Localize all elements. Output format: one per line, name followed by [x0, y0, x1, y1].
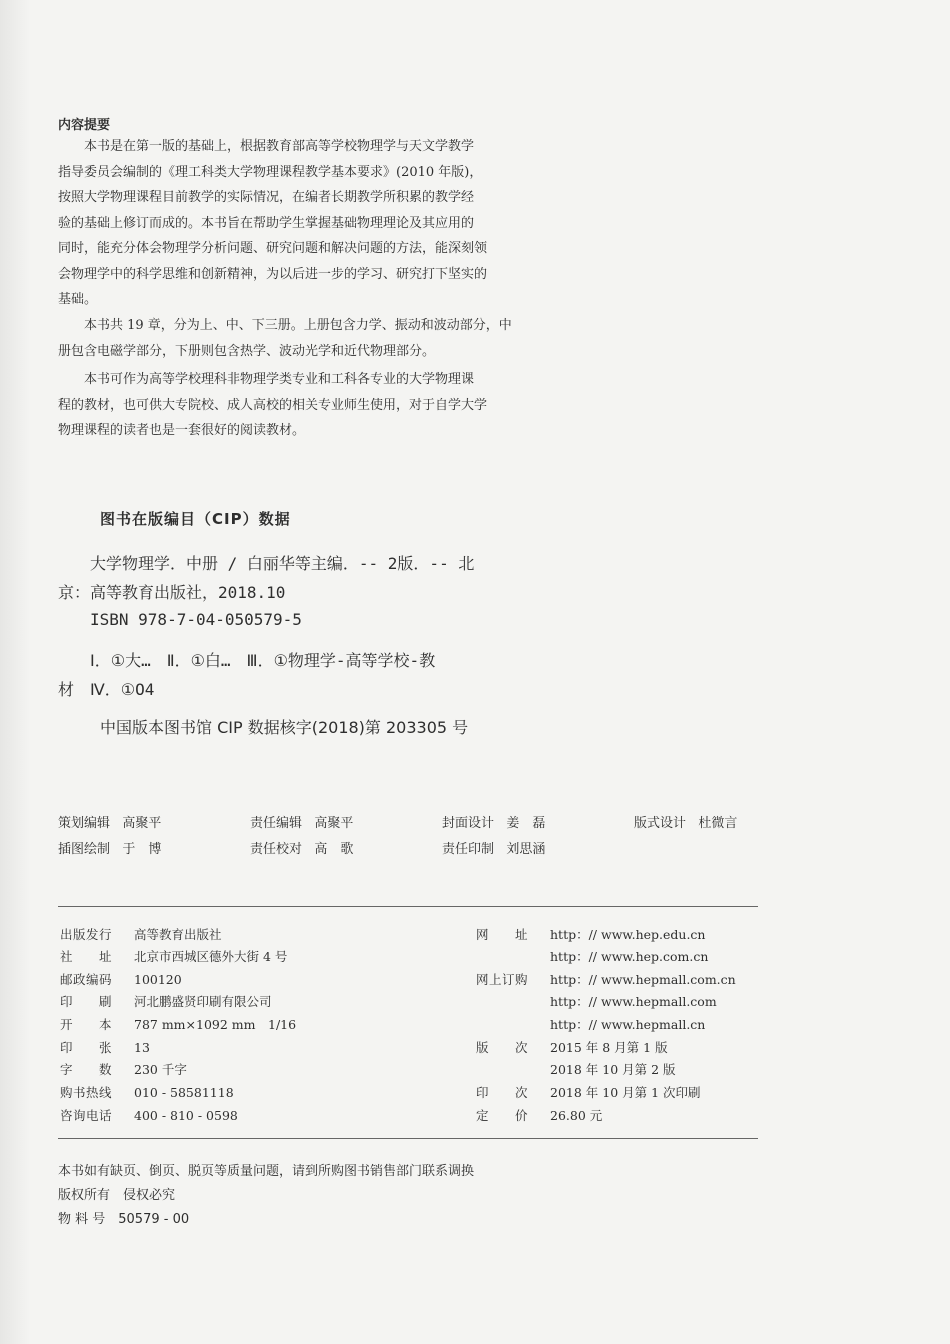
pub-row [476, 1106, 602, 1124]
pub-row [60, 970, 182, 988]
staff-value: 于 博 [122, 842, 162, 857]
text-line: 程的教材，也可供大专院校、成人高校的相关专业师生使用，对于自学大学 [58, 397, 488, 413]
pub-value: http：// www.hep.com.cn [550, 949, 709, 964]
pub-row [476, 1038, 668, 1056]
staff-label: 版式设计 [634, 816, 687, 831]
pub-label: 出版发行 [60, 927, 113, 942]
staff-editor [250, 812, 353, 831]
pub-row [476, 1083, 701, 1101]
copyright-notice: 版权所有 侵权必究 [58, 1188, 176, 1203]
pub-value: 河北鹏盛贤印刷有限公司 [134, 994, 272, 1009]
summary-paragraph-2 [58, 313, 538, 364]
pub-value: 100120 [134, 972, 182, 987]
pub-row [476, 1060, 676, 1078]
pub-value: 2018 年 10 月第 1 次印刷 [550, 1085, 701, 1100]
staff-value: 高聚平 [314, 816, 354, 831]
staff-proofreader [250, 838, 353, 857]
pub-value: 26.80 元 [550, 1108, 603, 1123]
staff-printing [442, 838, 545, 857]
pub-row [60, 1083, 234, 1101]
pub-label: 网上订购 [476, 972, 529, 987]
divider-bottom [58, 1138, 758, 1139]
pub-label: 字 数 [60, 1062, 113, 1077]
text-line: 按照大学物理课程目前教学的实际情况，在编者长期教学所积累的教学经 [58, 190, 475, 205]
text-line: 基础。 [58, 292, 98, 307]
text-line: 本书共 19 章，分为上、中、下三册。上册包含力学、振动和波动部分，中 [58, 318, 512, 333]
staff-label: 责任印制 [442, 842, 495, 857]
staff-cover [442, 812, 545, 831]
cip-title: 图书在版编目（CIP）数据 [100, 510, 291, 528]
cip-line-publisher: 京：高等教育出版社，2018.10 [58, 583, 286, 602]
cip-record-number: 中国版本图书馆 CIP 数据核字(2018)第 203305 号 [100, 718, 469, 737]
pub-value: 400 - 810 - 0598 [134, 1108, 238, 1123]
staff-value: 刘思涵 [506, 842, 546, 857]
pub-value: http：// www.hepmall.cn [550, 1017, 706, 1032]
pub-value: http：// www.hep.edu.cn [550, 927, 706, 942]
pub-value: http：// www.hepmall.com [550, 994, 717, 1009]
text-line: 会物理学中的科学思维和创新精神，为以后进一步的学习、研究打下坚实的 [58, 266, 488, 282]
pub-value: 高等教育出版社 [134, 927, 222, 942]
pub-row [60, 992, 272, 1010]
pub-row [60, 947, 287, 965]
pub-row [476, 1015, 705, 1033]
pub-value: 010 - 58581118 [134, 1085, 234, 1100]
summary-title: 内容提要 [58, 118, 111, 133]
pub-label: 购书热线 [60, 1085, 113, 1100]
quality-notice: 本书如有缺页、倒页、脱页等质量问题，请到所购图书销售部门联系调换 [58, 1164, 475, 1179]
pub-label: 网 址 [476, 927, 529, 942]
pub-value: 2018 年 10 月第 2 版 [550, 1062, 676, 1077]
cip-line-classification-cont: 材 Ⅳ．①O4 [58, 680, 155, 699]
text-line: 物理课程的读者也是一套很好的阅读教材。 [58, 423, 306, 438]
staff-label: 插图绘制 [58, 842, 111, 857]
cip-line-classification: Ⅰ．①大… Ⅱ．①白… Ⅲ．①物理学-高等学校-教 [58, 651, 436, 670]
pub-label: 印 张 [60, 1040, 113, 1055]
staff-label: 责任编辑 [250, 816, 303, 831]
pub-label: 定 价 [476, 1108, 529, 1123]
pub-row [476, 925, 705, 943]
summary-paragraph-3 [58, 367, 538, 444]
text-line: 本书可作为高等学校理科非物理学类专业和工科各专业的大学物理课 [58, 372, 475, 387]
pub-label: 版 次 [476, 1040, 529, 1055]
pub-label: 社 址 [60, 949, 113, 964]
pub-row [60, 925, 222, 943]
pub-value: 北京市西城区德外大街 4 号 [134, 949, 288, 964]
pub-label: 咨询电话 [60, 1108, 113, 1123]
staff-value: 高聚平 [122, 816, 162, 831]
staff-layout [634, 812, 737, 831]
staff-value: 杜微言 [698, 816, 738, 831]
cip-line-title: 大学物理学．中册 / 白丽华等主编．-- 2版．-- 北 [58, 554, 475, 573]
item-number: 物 料 号 50579 - 00 [58, 1212, 190, 1227]
text-line: 指导委员会编制的《理工科类大学物理课程教学基本要求》(2010 年版)， [58, 164, 483, 180]
pub-row [60, 1060, 187, 1078]
pub-row [60, 1038, 150, 1056]
text-line: 验的基础上修订而成的。本书旨在帮助学生掌握基础物理理论及其应用的 [58, 215, 475, 231]
pub-row [60, 1106, 238, 1124]
staff-label: 封面设计 [442, 816, 495, 831]
staff-value: 姜 磊 [506, 816, 546, 831]
pub-label: 印 刷 [60, 994, 113, 1009]
staff-label: 策划编辑 [58, 816, 111, 831]
staff-planner [58, 812, 161, 831]
pub-row [60, 1015, 296, 1033]
pub-label: 印 次 [476, 1085, 529, 1100]
staff-label: 责任校对 [250, 842, 303, 857]
summary-paragraph-1 [58, 134, 538, 313]
pub-value: 2015 年 8 月第 1 版 [550, 1040, 668, 1055]
pub-row [476, 947, 708, 965]
text-line: 册包含电磁学部分，下册则包含热学、波动光学和近代物理部分。 [58, 343, 436, 359]
cip-line-isbn: ISBN 978-7-04-050579-5 [58, 610, 302, 629]
pub-row [476, 992, 717, 1010]
staff-value: 高 歌 [314, 842, 354, 857]
pub-value: 13 [134, 1040, 150, 1055]
page-edge-shadow [0, 0, 30, 1344]
text-line: 本书是在第一版的基础上，根据教育部高等学校物理学与天文学教学 [58, 139, 475, 154]
staff-illustrator [58, 838, 161, 857]
pub-value: 230 千字 [134, 1062, 187, 1077]
pub-value: 787 mm×1092 mm 1/16 [134, 1017, 297, 1032]
pub-value: http：// www.hepmall.com.cn [550, 972, 736, 987]
pub-label: 开 本 [60, 1017, 113, 1032]
divider-top [58, 906, 758, 907]
text-line: 同时，能充分体会物理学分析问题、研究问题和解决问题的方法，能深刻领 [58, 241, 488, 256]
pub-row [476, 970, 736, 988]
pub-label: 邮政编码 [60, 972, 113, 987]
